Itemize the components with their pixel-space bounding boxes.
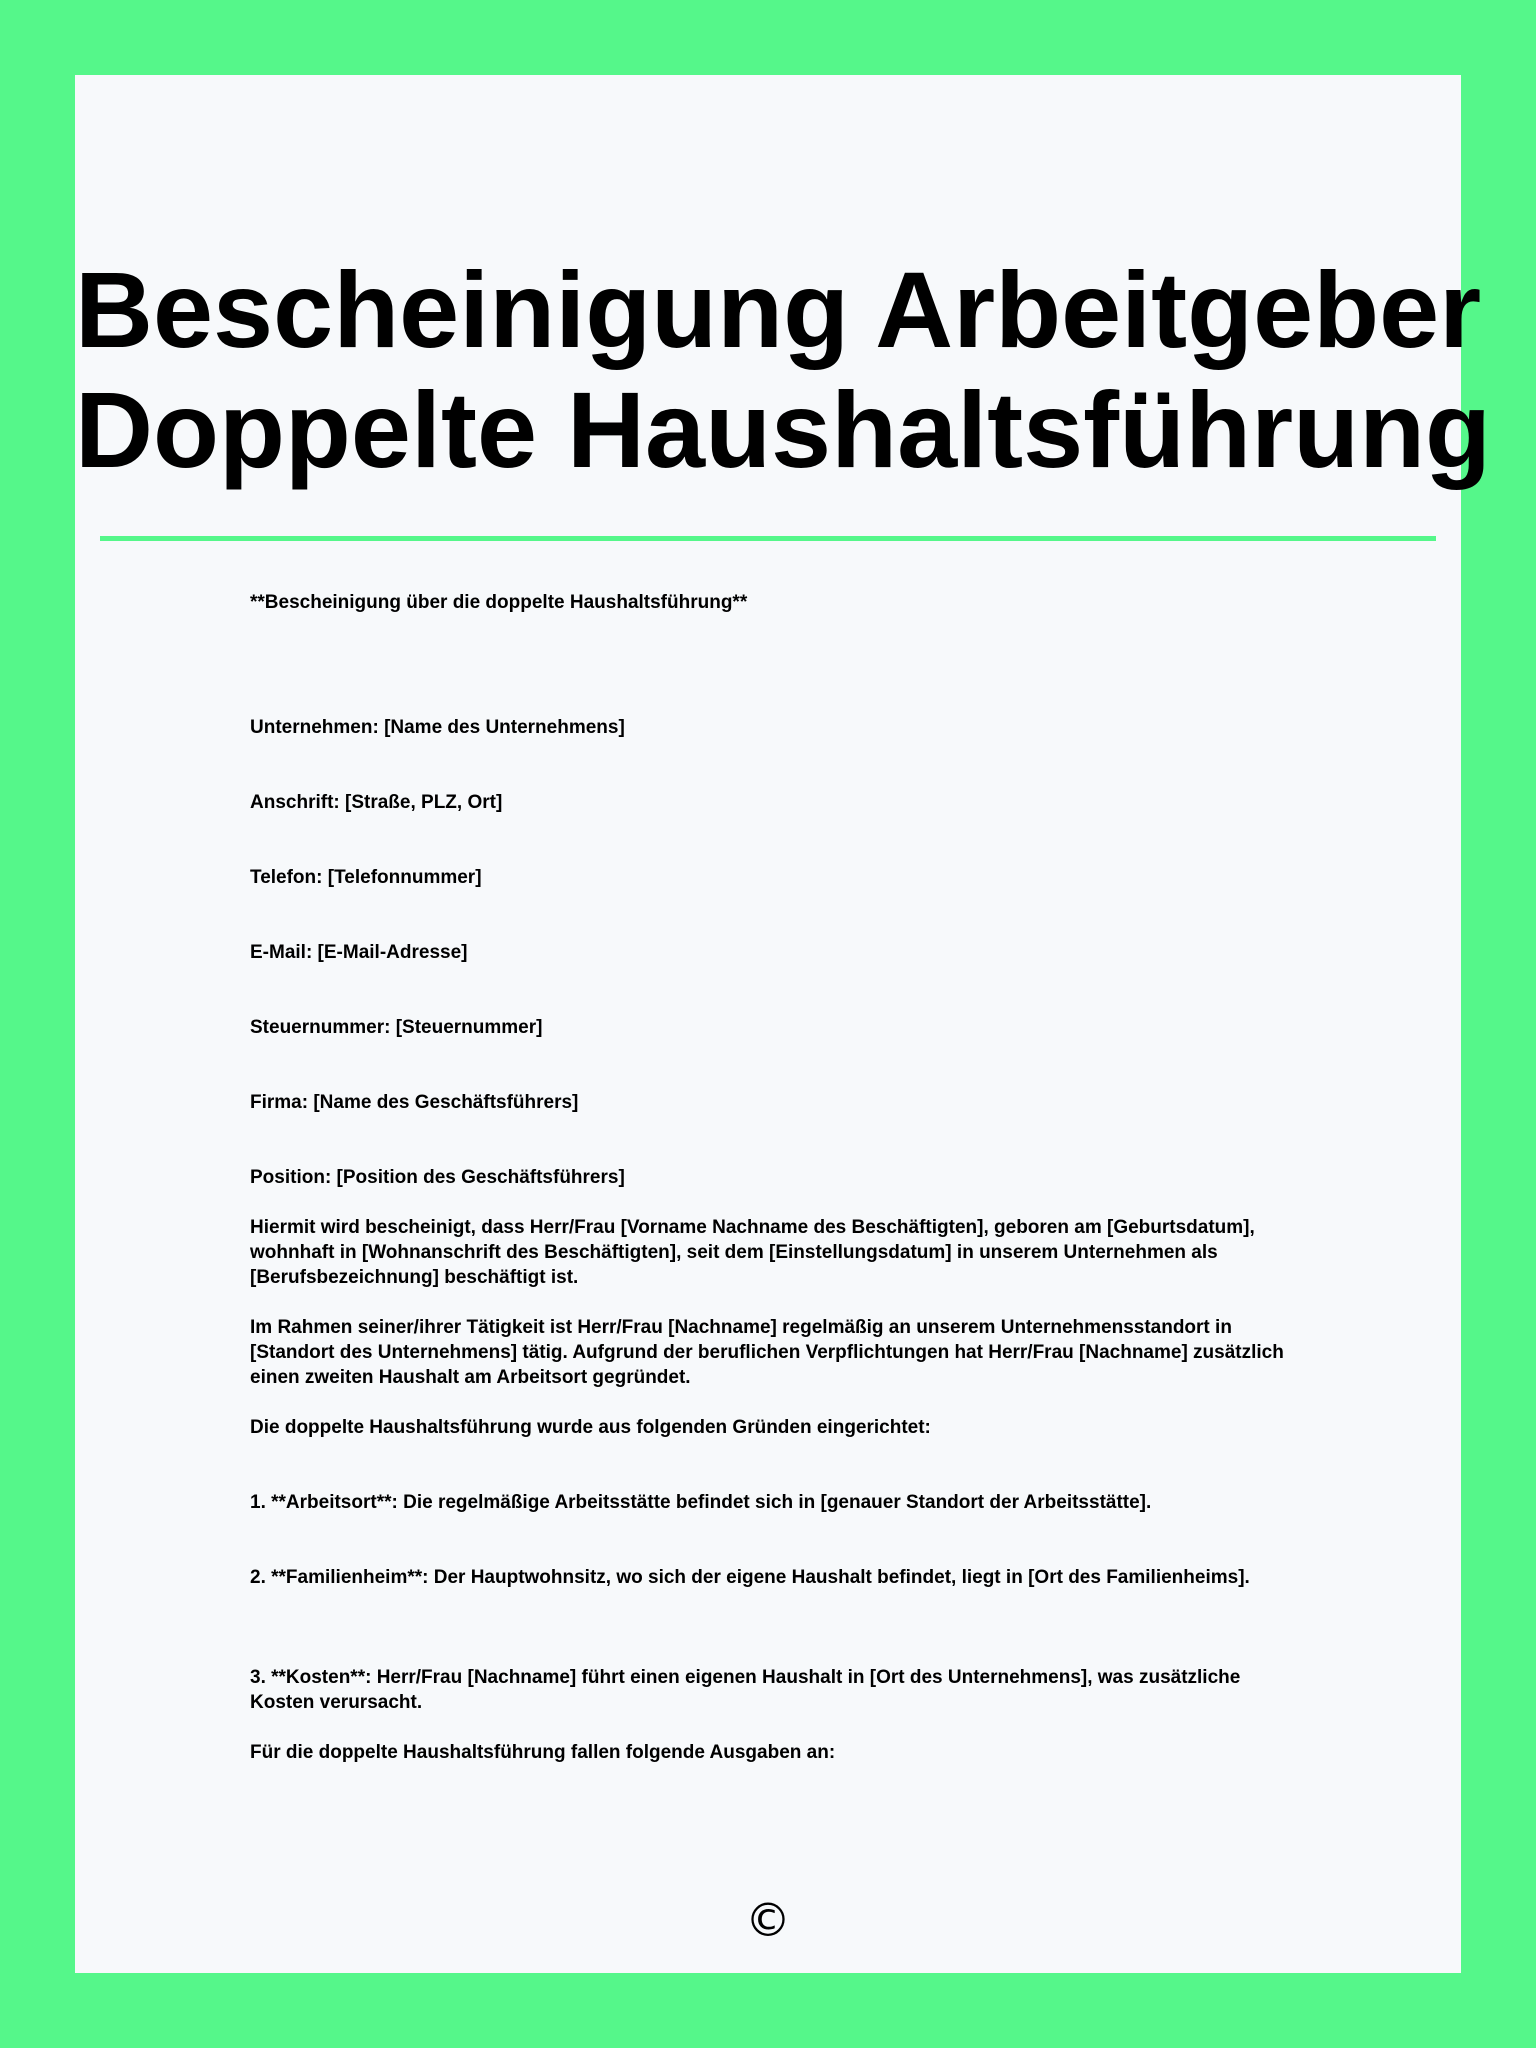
- field-company: Unternehmen: [Name des Unternehmens]: [250, 717, 625, 738]
- document-title: [75, 249, 1492, 490]
- paragraph-reasons-intro: Die doppelte Haushaltsführung wurde aus folgenden Gründen eingerichtet:: [250, 1417, 931, 1438]
- field-email: E-Mail: [E-Mail-Adresse]: [250, 942, 468, 963]
- title-divider: [100, 536, 1436, 541]
- paragraph-certification: Hiermit wird bescheinigt, dass Herr/Frau [Vorname Nachname des Beschäftigten], geboren am [Geburtsdatum], wohnhaft in [Wohnanschrift des Beschäftigten], seit dem [Einstellungsdatum] in unserem Unternehmen als [Berufsbezeichnung] beschäftigt ist.: [250, 1217, 1255, 1288]
- field-firm: Firma: [Name des Geschäftsführers]: [250, 1092, 579, 1113]
- copyright-icon: ©: [745, 1893, 791, 1947]
- document-page: [75, 75, 1492, 1973]
- list-item-workplace: 1. **Arbeitsort**: Die regelmäßige Arbeitsstätte befindet sich in [genauer Standort der Arbeitsstätte].: [250, 1492, 1152, 1513]
- field-address: Anschrift: [Straße, PLZ, Ort]: [250, 792, 503, 813]
- field-tax-number: Steuernummer: [Steuernummer]: [250, 1017, 543, 1038]
- paragraph-expenses-intro: Für die doppelte Haushaltsführung fallen folgende Ausgaben an:: [250, 1742, 836, 1763]
- field-position: Position: [Position des Geschäftsführers]: [250, 1167, 625, 1188]
- document-title-line-2: Doppelte Haushaltsführung: [75, 369, 1492, 490]
- document-title-line-1: Bescheinigung Arbeitgeber: [75, 249, 1482, 370]
- body-heading: **Bescheinigung über die doppelte Haushaltsführung**: [250, 592, 748, 613]
- list-item-family-home: 2. **Familienheim**: Der Hauptwohnsitz, wo sich der eigene Haushalt befindet, liegt in [Ort des Familienheims].: [250, 1567, 1250, 1588]
- paragraph-workplace: Im Rahmen seiner/ihrer Tätigkeit ist Herr/Frau [Nachname] regelmäßig an unserem Unternehmensstandort in [Standort des Unternehmens] tätig. Aufgrund der beruflichen Verpflichtungen hat Herr/Frau [Nachname] zusätzlich einen zweiten Haushalt am Arbeitsort gegründet.: [250, 1317, 1284, 1388]
- field-phone: Telefon: [Telefonnummer]: [250, 867, 482, 888]
- list-item-costs: 3. **Kosten**: Herr/Frau [Nachname] führt einen eigenen Haushalt in [Ort des Unternehmens], was zusätzliche Kosten verursacht.: [250, 1667, 1241, 1713]
